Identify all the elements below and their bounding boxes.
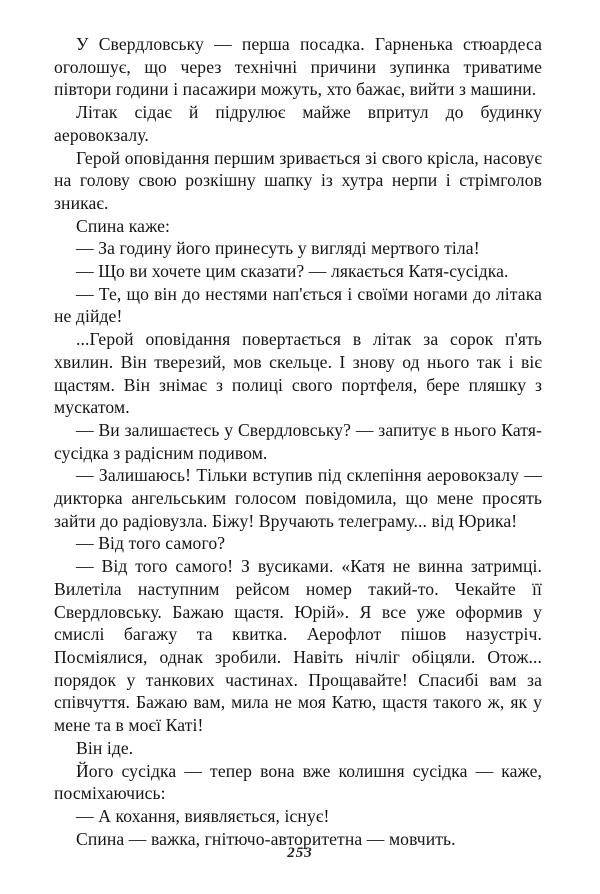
- paragraph: — Те, що він до нестями нап'ється і своїми ногами до літака не дійде!: [54, 283, 542, 327]
- paragraph: — Від того самого! З вусиками. «Катя не винна затримці. Вилетіла наступним рейсом номер такий-то. Чекайте її Свердловську. Бажаю щастя. Юрій». Я все уже оформив у смислі багажу та квитка. Аерофлот пішов назустріч. Посміялися, однак зробили. Навіть нічліг обіцяли. Отож... порядок у танкових частинах. Прощавайте! Спасибі вам за співчуття. Бажаю вам, мила не моя Катю, щастя такого ж, як у мене та в моєї Каті!: [54, 556, 542, 736]
- paragraph: Спина каже:: [76, 215, 170, 236]
- paragraph: — А кохання, виявляється, існує!: [76, 805, 330, 826]
- paragraph: — Ви залишаєтесь у Свердловську? — запитує в нього Катя-сусідка з радісним подивом.: [54, 419, 542, 463]
- paragraph: — За годину його принесуть у вигляді мертвого тіла!: [76, 238, 480, 259]
- body-text: [54, 33, 542, 850]
- paragraph: — Що ви хочете цим сказати? — лякається Катя-сусідка.: [76, 261, 509, 282]
- paragraph: — Залишаюсь! Тільки вступив під склепіння аеровокзалу — дикторка ангельським голосом повідомила, що мене просять зайти до радіовузла. Біжу! Вручають телеграму... від Юрика!: [54, 465, 542, 531]
- paragraph: Його сусідка — тепер вона вже колишня сусідка — каже, посміхаючись:: [54, 760, 542, 804]
- paragraph: Спина — важка, гнітючо-авторитетна — мовчить.: [76, 828, 456, 849]
- page-number: 253: [287, 845, 313, 861]
- paragraph: Він іде.: [76, 737, 134, 758]
- paragraph: У Свердловську — перша посадка. Гарненька стюардеса оголошує, що через технічні причини зупинка триватиме півтори години і пасажири можуть, хто бажає, вийти з машини.: [54, 34, 542, 100]
- paragraph: Літак сідає й підрулює майже впритул до будинку аеровокзалу.: [54, 102, 542, 145]
- paragraph: Герой оповідання першим зривається зі свого крісла, насовує на голову свою розкішну шапку із хутра нерпи і стрімголов зникає.: [54, 147, 542, 213]
- paragraph: ...Герой оповідання повертається в літак за сорок п'ять хвилин. Він тверезий, мов скельце. І знову од нього так і віє щастям. Він знімає з полиці свого портфеля, бере пляшку з мускатом.: [54, 329, 542, 418]
- paragraph: — Від того самого?: [76, 533, 226, 554]
